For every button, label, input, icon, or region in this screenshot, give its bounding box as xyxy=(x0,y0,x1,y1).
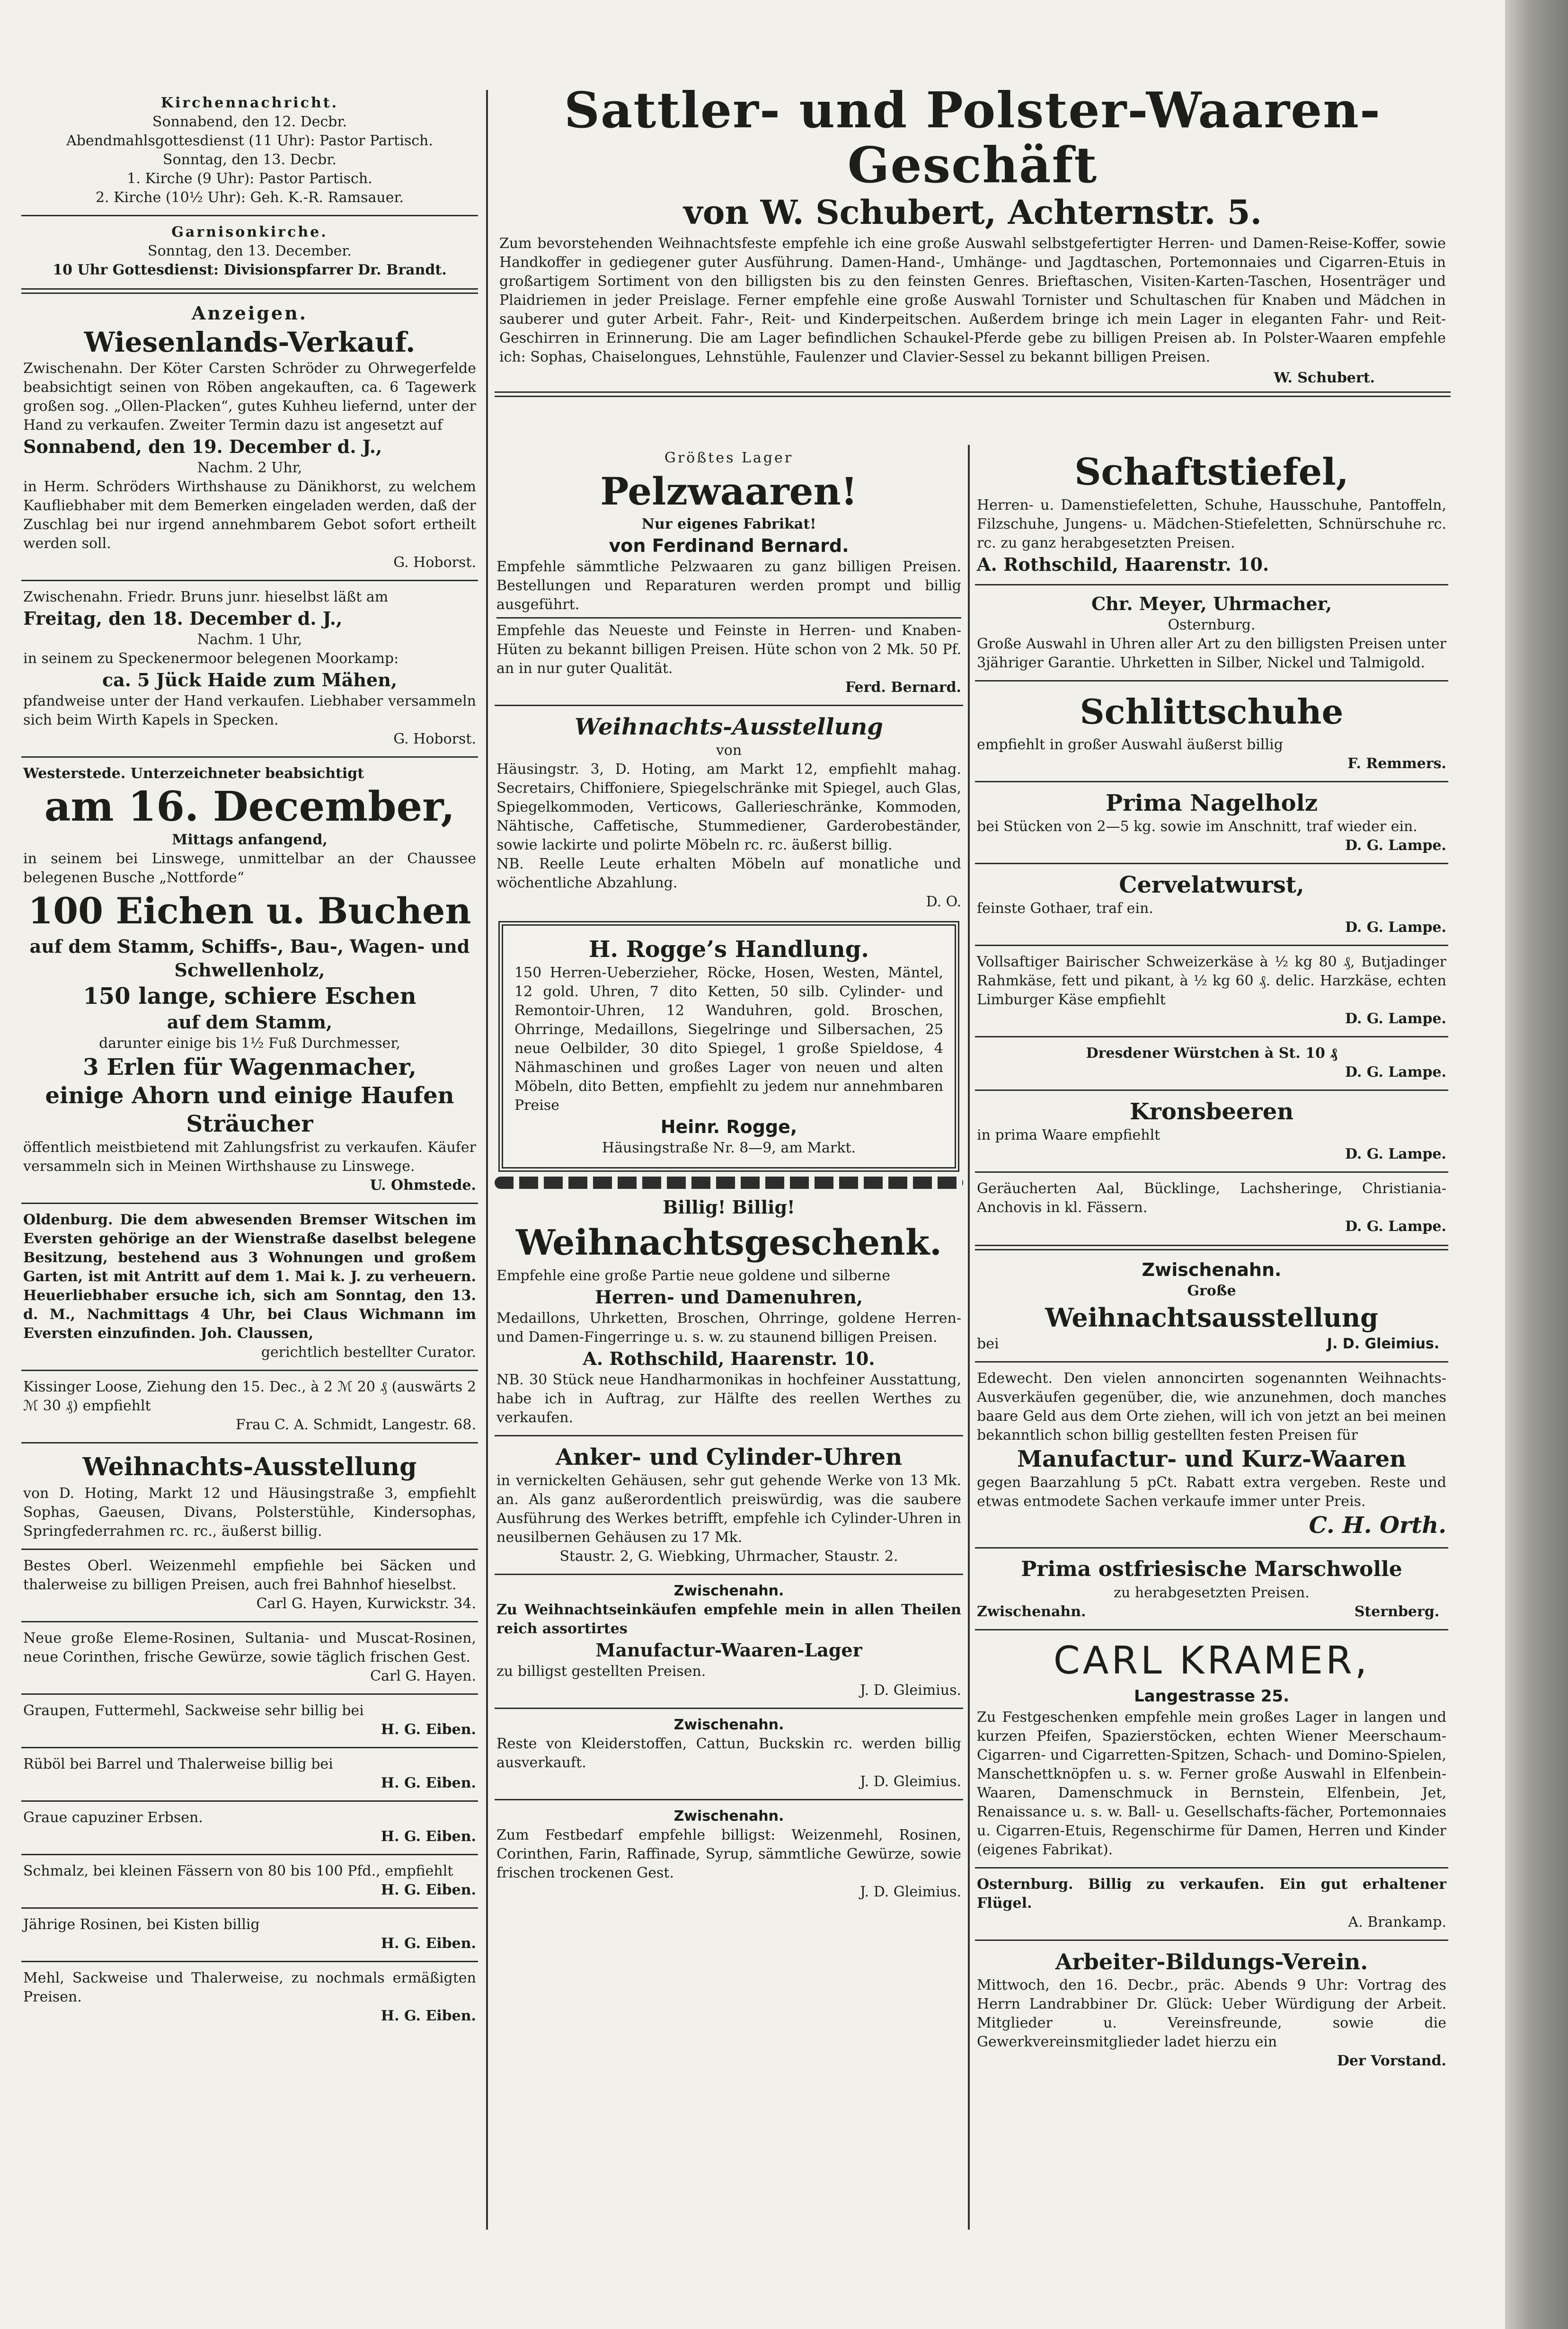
ad-furs xyxy=(495,445,963,702)
ad-title: Prima ostfriesische Marschwolle xyxy=(1021,1557,1402,1581)
ad-text: Zwischenahn. Friedr. Bruns junr. hieselbst läßt am xyxy=(23,589,389,605)
column-left xyxy=(21,90,478,2030)
church-notice xyxy=(21,90,478,212)
ad-subtitle: von W. Schubert, Achternstr. 5. xyxy=(683,193,1262,232)
ad-signature: A. Rothschild, Haarenstr. 10. xyxy=(583,1348,875,1369)
ad-text: Herren- u. Damenstiefeletten, Schuhe, Hausschuhe, Pantoffeln, Filzschuhe, Jungens- u. Mädchen-Stiefeletten, Schnürschuhe rc. rc. zu ganz herabgesetzten Preisen. xyxy=(977,497,1446,551)
ad-headline: 100 Eichen u. Buchen xyxy=(28,890,471,932)
ad-title: Weihnachts-Ausstellung xyxy=(575,714,883,740)
ad-signature: D. G. Lampe. xyxy=(1345,837,1446,854)
notice-line: Sonntag, den 13. December. xyxy=(148,243,352,259)
ad-boots xyxy=(975,445,1448,581)
ad-title: Pelzwaaren! xyxy=(600,469,858,514)
ad-text: NB. 30 Stück neue Handharmonikas in hochfeiner Ausstattung, habe ich in Auftrag, zur Hälfte des reellen Werthes zu verkaufen. xyxy=(496,1372,961,1426)
ad-title: Kronsbeeren xyxy=(1129,1098,1294,1125)
ad-text: Reste von Kleiderstoffen, Cattun, Buckskin rc. werden billig ausverkauft. xyxy=(496,1736,961,1771)
ad-date: Sonnabend, den 19. December d. J., xyxy=(23,436,382,457)
ad-signature: D. O. xyxy=(926,894,961,910)
ad-eiben xyxy=(21,1698,478,1744)
ad-property-lease xyxy=(21,1207,478,1367)
ad-signature: G. Hoborst. xyxy=(393,554,476,571)
ad-signature: H. G. Eiben. xyxy=(381,2008,476,2024)
ad-text: öffentlich meistbietend mit Zahlungsfrist zu verkaufen. Käufer versammeln sich in Meinen Wirthshause zu Linswege. xyxy=(23,1139,476,1175)
ad-line: auf dem Stamm, xyxy=(167,1011,333,1033)
column-divider xyxy=(486,90,488,2230)
ad-title: H. Rogge’s Handlung. xyxy=(588,936,869,963)
ad-text: Graue capuziner Erbsen. xyxy=(23,1809,203,1826)
ad-title: CARL KRAMER, xyxy=(1053,1638,1370,1683)
ad-meadow-sale xyxy=(21,298,478,577)
ad-signature: gerichtlich bestellter Curator. xyxy=(261,1344,476,1361)
ad-text: Oldenburg. Die dem abwesenden Bremser Witschen im Eversten gehörige an der Wienstraße daselbst belegene Besitzung, bestehend aus 3 Wohnungen und großem Garten, ist mit Antritt auf dem 1. Mai k. J. zu verheuern. Heuerliebhaber ersuche ich, sich am Sonntag, den 13. d. M., Nachmittags 4 Uhr, bei Claus Wichmann im Eversten einzufinden. Joh. Claussen, xyxy=(23,1212,476,1342)
ad-text: feinste Gothaer, traf ein. xyxy=(977,900,1153,917)
notice-heading: Kirchennachricht. xyxy=(160,95,339,111)
ad-text: bei xyxy=(977,1336,999,1352)
ad-hoting-furniture xyxy=(495,709,963,916)
ad-signature: C. H. Orth. xyxy=(1309,1512,1446,1539)
ad-signature: D. G. Lampe. xyxy=(1345,1146,1446,1162)
notice-line: 10 Uhr Gottesdienst: Divisionspfarrer Dr. Brandt. xyxy=(53,262,447,278)
ad-title: Chr. Meyer, Uhrmacher, xyxy=(1091,593,1332,614)
ad-text: von D. Hoting, Markt 12 und Häusingstraße 3, empfiehlt Sophas, Gaeusen, Divans, Polsterstühle, Kindersophas, Springfederrahmen rc. rc., äußerst billig. xyxy=(23,1485,476,1540)
ad-text: Schmalz, bei kleinen Fässern von 80 bis 100 Pfd., empfiehlt xyxy=(23,1863,453,1879)
ad-timber-auction xyxy=(21,761,478,1200)
ad-text: in seinem zu Speckenermoor belegenen Moorkamp: xyxy=(23,650,399,667)
ad-eiben xyxy=(21,1912,478,1958)
ad-signature: U. Ohmstede. xyxy=(370,1177,476,1194)
ad-text: Mehl, Sackweise und Thalerweise, zu nochmals ermäßigten Preisen. xyxy=(23,1970,476,2005)
ad-text: Häusingstr. 3, D. Hoting, am Markt 12, empfiehlt mahag. Secretairs, Chiffoniere, Spiegelschränke mit Spiegel, auch Glas, Spiegelkommoden, Verticows, Gallerieschränke, Kommoden, Nähtische, Caffetische, Stummediener, Garderobeständer, sowie lackirte und polirte Möbeln rc. rc. äußerst billig. xyxy=(496,761,961,853)
ad-text: Zum bevorstehenden Weihnachtsfeste empfehle ich eine große Auswahl selbstgefertigter Herren- und Damen-Reise-Koffer, sowie Handkoffer in gediegener guter Ausführung. Damen-Hand-, Umhänge- und Jagdtaschen, Portemonnaies und Cigarren-Etuis in großartigem Sortiment von den billigsten bis zu den feinsten Genres. Brieftaschen, Visiten-Karten-Taschen, Hosenträger und Plaidriemen in jeder Preislage. Ferner empfehle eine große Auswahl Tornister und Schultaschen für Knaben und Mädchen in sauberer und guter Arbeit. Fahr-, Reit- und Kinderpeitschen. Außerdem bringe ich mein Lager in eleganten Fahr- und Reit-Geschirren in Erinnerung. Die am Lager befindlichen Schaukel-Pferde gebe zu billigen Preisen ab. In Polster-Waaren empfehle ich: Sophas, Chaiselongues, Lehnstühle, Faulenzer und Clavier-Sessel zu bekannt billigen Preisen. xyxy=(499,235,1446,365)
ad-text: Dresdener Würstchen à St. 10 ₰ xyxy=(1086,1045,1338,1062)
notice-line: Sonntag, den 13. Decbr. xyxy=(163,151,337,168)
ad-raisins xyxy=(21,1625,478,1691)
ad-signature: D. G. Lampe. xyxy=(1345,1064,1446,1080)
ad-title: Schaftstiefel, xyxy=(1074,451,1349,494)
ad-text: empfiehlt in großer Auswahl äußerst billig xyxy=(977,736,1283,753)
ad-line: Nur eigenes Fabrikat! xyxy=(641,516,816,532)
ad-headline: Herren- und Damenuhren, xyxy=(595,1286,863,1308)
ad-signature: G. Hoborst. xyxy=(393,731,476,747)
ad-signature: Carl G. Hayen. xyxy=(370,1668,476,1684)
ad-line: 150 lange, schiere Eschen xyxy=(83,983,416,1010)
ad-text: Rüböl bei Barrel und Thalerweise billig bei xyxy=(23,1756,333,1772)
ad-signature: D. G. Lampe. xyxy=(1345,1218,1446,1235)
ad-title: Manufactur-Waaren-Lager xyxy=(595,1639,862,1661)
ad-watches xyxy=(495,1439,963,1571)
ad-address: Häusingstraße Nr. 8—9, am Markt. xyxy=(602,1140,856,1156)
ad-text: Mittwoch, den 16. Decbr., präc. Abends 9 Uhr: Vortrag des Herrn Landrabbiner Dr. Glück: Ueber Würdigung der Arbeit. Mitglieder u. Vereinsfreunde, sowie die Gewerkvereinsmitglieder ladet hierzu ein xyxy=(977,1977,1446,2050)
ad-subtitle: Langestrasse 25. xyxy=(1134,1687,1289,1706)
ad-signature: D. G. Lampe. xyxy=(1345,1010,1446,1027)
ad-title: Sattler- und Polster-Waaren-Geschäft xyxy=(564,83,1382,194)
ad-meyer xyxy=(975,588,1448,677)
ad-signature: Frau C. A. Schmidt, Langestr. 68. xyxy=(235,1417,476,1433)
ad-date: Freitag, den 18. December d. J., xyxy=(23,608,343,629)
ad-text: gegen Baarzahlung 5 pCt. Rabatt extra vergeben. Reste und etwas entmodete Sachen verkaufe immer unter Preis. xyxy=(977,1474,1446,1510)
ad-text: bei Stücken von 2—5 kg. sowie im Anschnitt, traf wieder ein. xyxy=(977,818,1417,835)
ad-text: Zwischenahn. Der Köter Carsten Schröder zu Ohrwegerfelde beabsichtigt seinen von Röben angekauften, ca. 6 Tagewerk großen sog. „Ollen-Placken“, gutes Kuhheu liefernd, unter der Hand zu verkaufen. Zweiter Termin dazu ist angesetzt auf xyxy=(23,360,476,434)
ad-item: ca. 5 Jück Haide zum Mähen, xyxy=(102,669,398,691)
ad-signature: H. G. Eiben. xyxy=(381,1882,476,1898)
ad-text: Jährige Rosinen, bei Kisten billig xyxy=(23,1916,260,1933)
ad-cranberries xyxy=(975,1094,1448,1169)
ad-text: Geräucherten Aal, Bücklinge, Lachsheringe, Christiania-Anchovis in kl. Fässern. xyxy=(977,1180,1446,1216)
ad-text: in prima Waare empfiehlt xyxy=(977,1127,1160,1143)
ad-signature: Staustr. 2, G. Wiebking, Uhrmacher, Staustr. 2. xyxy=(559,1548,898,1565)
ad-wool xyxy=(975,1551,1448,1626)
notice-line: Abendmahlsgottesdienst (11 Uhr): Pastor Partisch. xyxy=(66,133,433,149)
ad-kramer xyxy=(975,1633,1448,1864)
ad-kicker: Größtes Lager xyxy=(664,450,794,466)
ad-title: Weihnachts-Ausstellung xyxy=(82,1452,417,1481)
ad-text: Zum Festbedarf empfehle billigst: Weizenmehl, Rosinen, Corinthen, Farin, Raffinade, Syrup, sämmtliche Gewürze, sowie frischen trockenen Gest. xyxy=(496,1827,961,1881)
ad-text: Empfehle eine große Partie neue goldene und silberne xyxy=(496,1267,890,1284)
ad-text: Vollsaftiger Bairischer Schweizerkäse à ½ kg 80 ₰, Butjadinger Rahmkäse, fett und pikant, à ½ kg 60 ₰. delic. Harzkäse, echten Limburger Käse empfiehlt xyxy=(977,954,1446,1008)
ad-text: in Herm. Schröders Wirthshause zu Dänikhorst, zu welchem Kaufliebhaber mit dem Bemerken eingeladen werden, daß der Zuschlag bei nur irgend annehmbarem Gebot sofort ertheilt werden soll. xyxy=(23,478,476,552)
ad-piano xyxy=(975,1871,1448,1937)
ad-eiben xyxy=(21,1805,478,1851)
ad-kicker: Zwischenahn. xyxy=(673,1808,784,1824)
ad-signature: J. D. Gleimius. xyxy=(1327,1336,1440,1352)
ad-text: Empfehle sämmtliche Pelzwaaren zu ganz billigen Preisen. Bestellungen und Reparaturen werden prompt und billig ausgeführt. xyxy=(496,558,961,613)
ad-subtitle: Osternburg. xyxy=(1168,617,1256,633)
ad-flour xyxy=(21,1553,478,1618)
ad-smoked-fish xyxy=(975,1176,1448,1241)
ad-title: Arbeiter-Bildungs-Verein. xyxy=(1055,1949,1368,1975)
ad-text: zu billigst gestellten Preisen. xyxy=(496,1663,706,1680)
ad-workers-association xyxy=(975,1944,1448,2075)
ad-text: Edewecht. Den vielen annoncirten sogenannten Weihnachts-Ausverkäufen gegenüber, die, wie anzunehmen, doch manches baare Geld aus dem Orte ziehen, will ich von jetzt an bei meinen bekanntlich schon billig gestellten festen Preisen für xyxy=(977,1370,1446,1443)
ad-orth xyxy=(975,1365,1448,1544)
ad-gleimius-manufactur xyxy=(495,1578,963,1705)
ad-line: einige Ahorn und einige Haufen Sträucher xyxy=(45,1082,454,1137)
ad-time: Nachm. 1 Uhr, xyxy=(197,631,302,648)
ad-signature: H. G. Eiben. xyxy=(381,1721,476,1738)
ad-subtitle: Große xyxy=(1187,1283,1236,1299)
ad-text: Bestes Oberl. Weizenmehl empfiehle bei Säcken und thalerweise zu billigen Preisen, auch frei Bahnhof hieselbst. xyxy=(23,1558,476,1593)
ad-eiben xyxy=(21,1858,478,1904)
ad-text: Osternburg. Billig zu verkaufen. Ein gut erhaltener Flügel. xyxy=(977,1876,1446,1912)
notice-line: Sonnabend, den 12. Decbr. xyxy=(152,114,347,130)
ad-line: Zwischenahn. xyxy=(977,1603,1086,1620)
ad-sausages xyxy=(975,1040,1448,1087)
ad-signature: J. D. Gleimius. xyxy=(859,1884,961,1900)
ad-signature: A. Brankamp. xyxy=(1348,1914,1446,1931)
ad-schubert xyxy=(495,83,1451,401)
ad-title: Cervelatwurst, xyxy=(1119,872,1304,898)
ad-gleimius-remnants xyxy=(495,1712,963,1796)
ad-hoting-exhibit xyxy=(21,1446,478,1546)
ad-kicker: Zwischenahn. xyxy=(673,1583,784,1599)
ad-signature: W. Schubert. xyxy=(1274,370,1375,386)
ad-text: zu herabgesetzten Preisen. xyxy=(1114,1585,1310,1601)
ad-date: am 16. December, xyxy=(44,783,455,831)
ad-signature: H. G. Eiben. xyxy=(381,1775,476,1791)
notice-heading: Garnisonkirche. xyxy=(171,224,328,240)
ad-text: Zu Festgeschenken empfehle mein großes Lager in langen und kurzen Pfeifen, Spazierstöcken, echten Wiener Meerschaum-Cigarren- und Cigarretten-Spitzen, Schach- und Domino-Spielen, Manschettknöpfen u. s. w. Ferner große Auswahl in Elfenbein-Waaren, Damenschmuck in Bernstein, Elfenbein, Jet, Renaissance u. s. w. Ball- u. Gesellschafts-fächer, Portemonnaies u. Cigarren-Etuis, Regenschirme für Damen, Herren und Kinder (eigenes Fabrikat). xyxy=(977,1709,1446,1858)
ad-title: Anker- und Cylinder-Uhren xyxy=(555,1444,903,1470)
ad-text: Graupen, Futtermehl, Sackweise sehr billig bei xyxy=(23,1702,364,1719)
decorative-chain xyxy=(495,1177,963,1189)
ad-text: 150 Herren-Ueberzieher, Röcke, Hosen, Westen, Mäntel, 12 gold. Uhren, 7 dito Ketten, 50 silb. Cylinder- und Remontoir-Uhren, 12 Wanduhren, gold. Broschen, Ohrringe, Medaillons, Siegelringe und Silbersachen, 25 neue Oelbilder, 30 dito Spiegel, 1 große Spieldose, 4 Nähmaschinen und großes Lager von neuen und alten Möbeln, dito Betten, empfiehlt zu jedem nur annehmbaren Preise xyxy=(514,965,943,1114)
garrison-church-notice xyxy=(21,219,478,284)
ad-text: pfandweise unter der Hand verkaufen. Liebhaber versammeln sich beim Wirth Kapels in Specken. xyxy=(23,693,476,728)
ad-eiben xyxy=(21,1751,478,1798)
ad-signature: Sternberg. xyxy=(1354,1603,1440,1620)
ad-signature: J. D. Gleimius. xyxy=(859,1773,961,1790)
ad-cheese xyxy=(975,949,1448,1033)
ad-line: auf dem Stamm, Schiffs-, Bau-, Wagen- und Schwellenholz, xyxy=(29,936,470,981)
ad-rogge-box xyxy=(498,921,959,1172)
ad-heath-sale xyxy=(21,584,478,753)
section-heading: Anzeigen. xyxy=(192,302,308,324)
ad-eiben xyxy=(21,1965,478,2030)
ad-gleimius-festive xyxy=(495,1803,963,1906)
ad-text: Medaillons, Uhrketten, Broschen, Ohrringe, goldene Herren- und Damen-Fingerringe u. s. w. zu staunend billigen Preisen. xyxy=(496,1310,961,1346)
ad-line: von xyxy=(716,742,742,759)
ad-line: von Ferdinand Bernard. xyxy=(609,535,849,556)
ad-signature: D. G. Lampe. xyxy=(1345,919,1446,936)
ad-signature: Der Vorstand. xyxy=(1337,2053,1446,2069)
ad-title: Weihnachtsgeschenk. xyxy=(516,1222,942,1263)
ad-headline: Manufactur- und Kurz-Waaren xyxy=(1017,1446,1407,1472)
ad-signature: J. D. Gleimius. xyxy=(859,1682,961,1699)
ad-time: Mittags anfangend, xyxy=(172,832,328,848)
ad-signature: Heinr. Rogge, xyxy=(660,1116,797,1137)
ad-text: Empfehle das Neueste und Feinste in Herren- und Knaben-Hüten zu bekannt billigen Preisen. Hüte schon von 2 Mk. 50 Pf. an in nur guter Qualität. xyxy=(496,622,961,677)
ad-kicker: Billig! Billig! xyxy=(663,1196,795,1218)
ad-line: Zu Weihnachtseinkäufen empfehle mein in allen Theilen reich assortirtes xyxy=(496,1602,961,1637)
ad-signature: F. Remmers. xyxy=(1347,755,1446,772)
ad-skates xyxy=(975,684,1448,778)
ad-signature: Ferd. Bernard. xyxy=(845,679,961,696)
ad-text: in seinem bei Linswege, unmittelbar an der Chaussee belegenen Busche „Nottforde“ xyxy=(23,850,476,886)
ad-signature: H. G. Eiben. xyxy=(381,1935,476,1952)
column-right xyxy=(975,445,1448,2075)
ad-time: Nachm. 2 Uhr, xyxy=(197,460,302,476)
ad-text: Neue große Eleme-Rosinen, Sultania- und Muscat-Rosinen, neue Corinthen, frische Gewürze, sowie täglich frischen Gest. xyxy=(23,1630,476,1665)
ad-text: in vernickelten Gehäusen, sehr gut gehende Werke von 13 Mk. an. Als ganz außerordentlich preiswürdig, was die saubere Ausführung des Werkes betrifft, empfehle ich Cylinder-Uhren in neusilbernen Gehäusen zu 17 Mk. xyxy=(496,1472,961,1546)
ad-christmas-gift xyxy=(495,1192,963,1432)
ad-lottery xyxy=(21,1374,478,1439)
ad-text: Westerstede. Unterzeichneter beabsichtigt xyxy=(23,765,364,782)
page-edge xyxy=(1505,0,1568,2329)
column-middle xyxy=(495,445,963,1906)
notice-line: 1. Kirche (9 Uhr): Pastor Partisch. xyxy=(127,170,372,187)
ad-signature: A. Rothschild, Haarenstr. 10. xyxy=(977,554,1269,575)
ad-kicker: Zwischenahn. xyxy=(673,1717,784,1733)
ad-signature: H. G. Eiben. xyxy=(381,1828,476,1845)
ad-kicker: Zwischenahn. xyxy=(1142,1259,1282,1280)
ad-title: Schlittschuhe xyxy=(1080,691,1344,732)
ad-text: Kissinger Loose, Ziehung den 15. Dec., à 2 ℳ 20 ₰ (auswärts 2 ℳ 30 ₰) empfiehlt xyxy=(23,1379,476,1414)
ad-cervelat xyxy=(975,867,1448,942)
ad-title: Weihnachtsausstellung xyxy=(1045,1302,1378,1333)
ad-title: Prima Nagelholz xyxy=(1106,790,1318,816)
ad-text: NB. Reelle Leute erhalten Möbeln auf monatliche und wöchentliche Abzahlung. xyxy=(496,856,961,891)
ad-gleimius-exhibit xyxy=(975,1254,1448,1358)
ad-line: 3 Erlen für Wagenmacher, xyxy=(83,1054,416,1080)
column-divider xyxy=(968,445,970,2230)
ad-nagelholz xyxy=(975,785,1448,860)
ad-text: Große Auswahl in Uhren aller Art zu den billigsten Preisen unter 3jähriger Garantie. Uhrketten in Silber, Nickel und Talmigold. xyxy=(977,636,1446,671)
notice-line: 2. Kirche (10½ Uhr): Geh. K.-R. Ramsauer. xyxy=(95,189,404,206)
ad-title: Wiesenlands-Verkauf. xyxy=(84,326,416,358)
ad-signature: Carl G. Hayen, Kurwickstr. 34. xyxy=(256,1595,476,1612)
ad-line: darunter einige bis 1½ Fuß Durchmesser, xyxy=(99,1035,400,1052)
